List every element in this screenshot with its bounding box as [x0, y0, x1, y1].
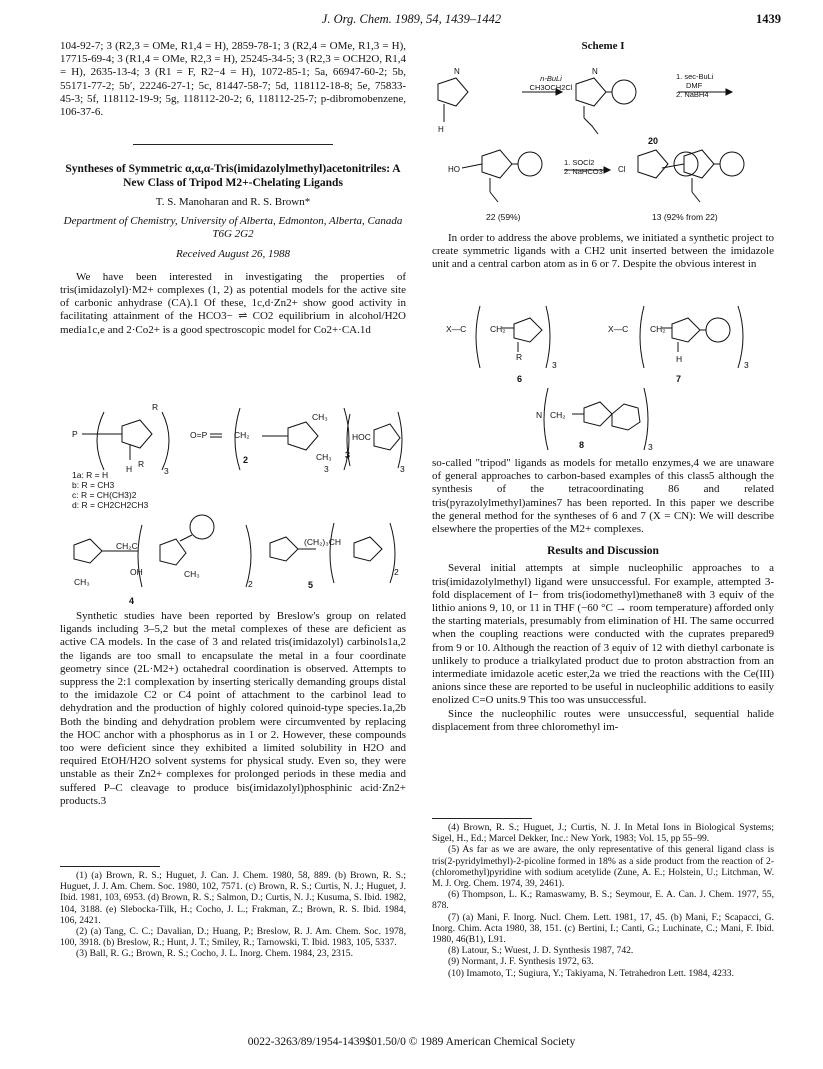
svg-text:R: R [516, 352, 523, 362]
svg-text:2: 2 [248, 579, 253, 589]
imidazole-22 [684, 150, 714, 178]
imidazole-ring-5a [270, 537, 298, 561]
label-6: 6 [517, 374, 523, 384]
label-3: 3 [345, 450, 351, 460]
structures-4-5 [60, 505, 406, 605]
label-1b: b: R = CH3 [72, 480, 115, 490]
structures-6-7-8 [432, 296, 774, 458]
reagent-dmf: DMF [686, 81, 703, 90]
label-8: 8 [579, 440, 585, 450]
svg-text:H: H [676, 354, 683, 364]
reagent-nabh4: 2. NaBH4 [676, 90, 709, 99]
label-7: 7 [676, 374, 682, 384]
imidazole-7 [672, 318, 700, 342]
received-date: Received August 26, 1988 [175, 247, 291, 260]
footnote-10: (10) Imamoto, T.; Sugiura, Y.; Takiyama, N. Tetrahedron Lett. 1984, 4233. [448, 967, 734, 979]
svg-text:Cl: Cl [618, 165, 626, 174]
footnote-4: (4) Brown, R. S.; Huguet, J.; Curtis, N. J. In Metal Ions in Biological Systems; Sigel, H., Ed.; Marcel Dekker, Inc.: New York, 1983; Vol. 15, pp 55–99. [432, 822, 774, 845]
footnotes-left [60, 870, 406, 960]
footnote-1: (1) (a) Brown, R. S.; Huguet, J. Can. J. Chem. 1980, 58, 889. (b) Brown, R. S.; Huguet, J. J. Am. Chem. Soc. 1980, 102, 7571. (c) Brown, R. S.; Curtis, N. J.; Huguet, J. Ibid. 1981, 103, 6953. (d) Brown, R. S.; Salmon, D.; Curtis, N. J.; Kusuma, S. Ibid. 1982, 104, 3188. (e) Slebocka-Tilk, H.; Cocho, J. L.; Frakman, Z.; Brown, R. S. Ibid. 1984, 106, 2421. [60, 870, 406, 926]
label-2: 2 [243, 455, 249, 465]
imidazole-6 [514, 318, 542, 342]
imidazole-ring-1 [122, 420, 152, 448]
benzo-ring [612, 404, 640, 430]
reagent-nbuli: n-BuLi [540, 74, 562, 83]
footnote-7: (7) (a) Mani, F. Inorg. Nucl. Chem. Lett. 1981, 17, 45. (b) Mani, F.; Scapacci, G. Inorg. Chim. Acta 1980, 38, 151. (c) Bertini, I.; Canti, G.; Luchinate, C.; Mani, F. Ibid. 1980, 46(B1), L91. [432, 911, 774, 946]
reagent-step-2 [676, 72, 736, 99]
svg-text:3: 3 [164, 466, 169, 476]
footnote-5: (5) As far as we are aware, the only representative of this general ligand class is tris(2-pyridylmethyl)-2-picoline formed in 18% as a side product from the reaction of 2-(chloromethyl)pyridine with sodium acetylide (Zune, A. E.; Holstein, U.; Litchman, W. M. J. Org. Chem. 1974, 39, 2461). [432, 844, 774, 890]
svg-text:(CH₂)₃CH: (CH₂)₃CH [304, 537, 341, 547]
svg-text:CH₃: CH₃ [312, 412, 328, 422]
svg-text:N: N [536, 410, 543, 420]
svg-text:3: 3 [648, 442, 653, 452]
svg-text:CH₂: CH₂ [650, 324, 666, 334]
svg-text:X—C: X—C [446, 324, 467, 334]
svg-text:3: 3 [324, 464, 329, 474]
bracket-right [162, 412, 169, 470]
svg-text:CH₂C: CH₂C [116, 541, 138, 551]
phenyl-intermediate [612, 80, 636, 104]
reagent-nahco3: 2. NaHCO3 [564, 167, 603, 176]
reagent-sec-buli: 1. sec-BuLi [676, 72, 714, 81]
previous-article-tail [60, 40, 406, 119]
svg-text:OH: OH [130, 567, 143, 577]
label-1a: 1a: R = H [72, 470, 109, 480]
svg-text:3: 3 [744, 360, 749, 370]
imidazole-ring-3 [374, 424, 400, 450]
paragraph-tripod: so-called "tripod" ligands as models for metallo enzymes,4 we are unaware of general approaches to carbon-based examples of this class5 although the synthesis of the tetracoordinating 86 and related tris(pyrazolylmethyl)amines7 has been reported. In this paper we describe the general method for the syntheses of 6 and 7 (X = CN): We will describe elsewhere the properties of the M2+ complexes. [432, 457, 774, 536]
svg-text:CH₃: CH₃ [74, 577, 90, 587]
reagent-step-1 [523, 74, 579, 92]
paragraph-breslow: Synthetic studies have been reported by Breslow's group on related ligands including 3–5,2 but the metal complexes of these are deficient as active CA models. In the case of 3 and related tris(imidazolyl) carbinols1a,2 the ligands are too small to encapsulate the metal in a four coordinate geometry since (2L·M2+) octahedral coordination is observed. Attempts to suppress the 2:1 complexation by inserting sterically demanding groups distal to the imidazole C2 or C4 point of attachment to the carbinol lead to dehydration and the production of highly colored quinoid-type species.1a,2b Both the binding and dehydration problem were circumvented by replacing the HOC anchor with a phosphorus as in 1 or 2. However, these compounds too were deficient since they exhibited a limited solubility in H2O and required EtOH/H2O solvent systems for physical study. Even so, they were unstable as their Zn2+ complexes for prolonged periods in these media and suffered P–C cleavage to produce bis(imidazolyl)phosphinic acid·Zn2+ products.3 [60, 610, 406, 807]
journal-citation: J. Org. Chem. 1989, 54, 1439–1442 [321, 12, 502, 26]
right-body-main [432, 457, 774, 734]
footnote-3: (3) Ball, R. G.; Brown, R. S.; Cocho, J. L. Inorg. Chem. 1984, 23, 2315. [76, 948, 353, 960]
page-footer: 0022-3263/89/1954-1439$01.50/0 © 1989 American Chemical Society [247, 1036, 576, 1048]
article-authors: T. S. Manoharan and R. S. Brown* [155, 196, 311, 208]
svg-text:2: 2 [394, 567, 399, 577]
label-1d: d: R = CH2CH2CH3 [72, 500, 149, 510]
footnote-8: (8) Latour, S.; Wuest, J. D. Synthesis 1987, 742. [448, 945, 634, 957]
svg-text:CH₃: CH₃ [316, 452, 332, 462]
footnote-2: (2) (a) Tang, C. C.; Davalian, D.; Huang, P.; Breslow, R. J. Am. Chem. Soc. 1978, 100, 3918. (b) Breslow, R.; Hunt, J. T.; Smiley, R.; Tarnowski, T. Ibid. 1983, 105, 5337. [60, 926, 406, 949]
svg-text:HO: HO [448, 165, 460, 174]
footnotes-right [432, 822, 774, 979]
article-divider [133, 144, 333, 145]
footnote-rule-left [60, 866, 160, 867]
running-header [0, 12, 823, 34]
reagent-mom-chloride: CH3OCH2Cl [529, 83, 573, 92]
imidazole-22-left [482, 150, 512, 178]
svg-text:3: 3 [552, 360, 557, 370]
label-1c: c: R = CH(CH3)2 [72, 490, 137, 500]
article-title: Syntheses of Symmetric α,α,α-Tris(imidazolylmethyl)acetonitriles: A New Class of Tripod M2+-Chelating Ligands [65, 163, 401, 189]
svg-text:CH₂: CH₂ [234, 430, 250, 440]
compound-1-legend [72, 470, 148, 510]
footnote-6: (6) Thompson, L. K.; Ramaswamy, B. S.; Seymour, E. A. Can. J. Chem. 1977, 55, 878. [432, 889, 774, 912]
svg-text:P: P [72, 429, 78, 439]
phenyl-22 [720, 152, 744, 176]
right-body-top [432, 232, 774, 272]
reagent-socl2: 1. SOCl2 [564, 158, 595, 167]
imidazole-ring-2 [288, 422, 318, 450]
footnote-rule-right [432, 818, 532, 819]
imidazole-ring-4b [160, 539, 186, 565]
svg-text:H: H [438, 125, 444, 134]
svg-text:3: 3 [400, 464, 405, 474]
imidazole-start [438, 78, 468, 106]
imidazole-13 [638, 150, 668, 178]
svg-text:CH₃: CH₃ [184, 569, 200, 579]
scheme-title: Scheme I [581, 40, 625, 52]
article-affiliation: Department of Chemistry, University of Alberta, Edmonton, Alberta, Canada T6G 2G2 [63, 215, 403, 241]
imidazole-mom [576, 78, 606, 106]
label-20: 20 [648, 136, 659, 146]
imidazole-ring-5b [354, 537, 382, 561]
benzimidazole-ring [584, 402, 612, 426]
registry-numbers: 104-92-7; 3 (R2,3 = OMe, R1,4 = H), 2859-78-1; 3 (R2,4 = OMe, R1,3 = H), 17715-69-4; 3 (R1,4 = OMe, R2,3 = H), 25245-34-5; 3 (R2,3 = OCH2O, R1,4 = H), 2635-13-4; 3 (R1 = F, R2−4 = H), 1072-85-1; 5a, 66947-60-2; 5b, 55171-77-2; 5b′, 22246-27-1; 5c, 81447-58-7; 5d, 118112-18-8; 5e, 75833-45-3; 5f, 118112-19-9; 5g, 118112-20-2; 6, 118112-25-7; p-dibromobenzene, 106-37-6. [60, 40, 406, 119]
label-4: 4 [129, 596, 135, 606]
reagent-step-3 [564, 158, 614, 176]
phenyl-ring-4 [190, 515, 214, 539]
bracket-left [97, 412, 104, 470]
label-22: 22 (59%) [486, 212, 521, 222]
intro-paragraph: We have been interested in investigating the properties of tris(imidazolyl)·M2+ complexes (1, 2) as potential models for the active site of carbonic anhydrase (CA).1 Of these, 1c,d·Zn2+ show good activity in facilitating attainment of the HCO3− ⇌ CO2 equilibrium in alcohol/H2O media1c,e and 2·Co2+ is a good spectroscopic model for Co2+·CA.1d [60, 270, 406, 336]
svg-text:R: R [152, 402, 159, 412]
svg-text:N: N [592, 67, 598, 76]
imidazole-ring-4a [74, 539, 102, 563]
label-13: 13 (92% from 22) [652, 212, 718, 222]
paragraph-approach: In order to address the above problems, we initiated a synthetic project to create symmetric ligands with a CH2 unit inserted between the imidazole unit and a central carbon atom as in 6 or 7. Despite the obvious interest in [432, 232, 774, 271]
svg-text:CH₂: CH₂ [490, 324, 506, 334]
article-heading [60, 162, 406, 337]
footnote-9: (9) Normant, J. F. Synthesis 1972, 63. [448, 956, 594, 968]
svg-text:H: H [126, 464, 133, 474]
phenyl-7 [706, 318, 730, 342]
svg-text:HOC: HOC [352, 432, 371, 442]
svg-text:N: N [454, 67, 460, 76]
svg-text:R: R [138, 459, 145, 469]
svg-text:X—C: X—C [608, 324, 629, 334]
section-heading: Results and Discussion [547, 545, 659, 558]
svg-text:CH₂: CH₂ [550, 410, 566, 420]
svg-text:O=P: O=P [190, 430, 208, 440]
label-5: 5 [308, 580, 314, 590]
page-number: 1439 [756, 12, 781, 26]
left-body [60, 610, 406, 808]
paragraph-halide: Since the nucleophilic routes were unsuccessful, sequential halide displacement from three chloromethyl im- [432, 707, 774, 733]
paragraph-results: Several initial attempts at simple nucleophilic approaches to a tris(imidazolylmethyl) ligand were unsuccessful. For example, attempted 3-fold displacement of I− from tris(iodomethyl)methane8 with 3 equiv of the lithio anions 9, 10, or 11 in THF (−60 °C → room temperature) afforded only the starting materials, presumably from elimination of HI. The same occurred when the coupling reactions were conducted with the cuprates prepared9 from 9 or 10. Although the reaction of 3 equiv of 12 with diethyl carbonate is unlikely to produce a trialkylated product due to proton abstraction from an intermediate imidazole acetic ester,2a we tried the reactions with the Ce(III) anions since these are reported to be useful in nucleophilic additions to easily enolized C=O units.9 This too was unsuccessful. [432, 562, 774, 707]
phenyl-22-left [518, 152, 542, 176]
